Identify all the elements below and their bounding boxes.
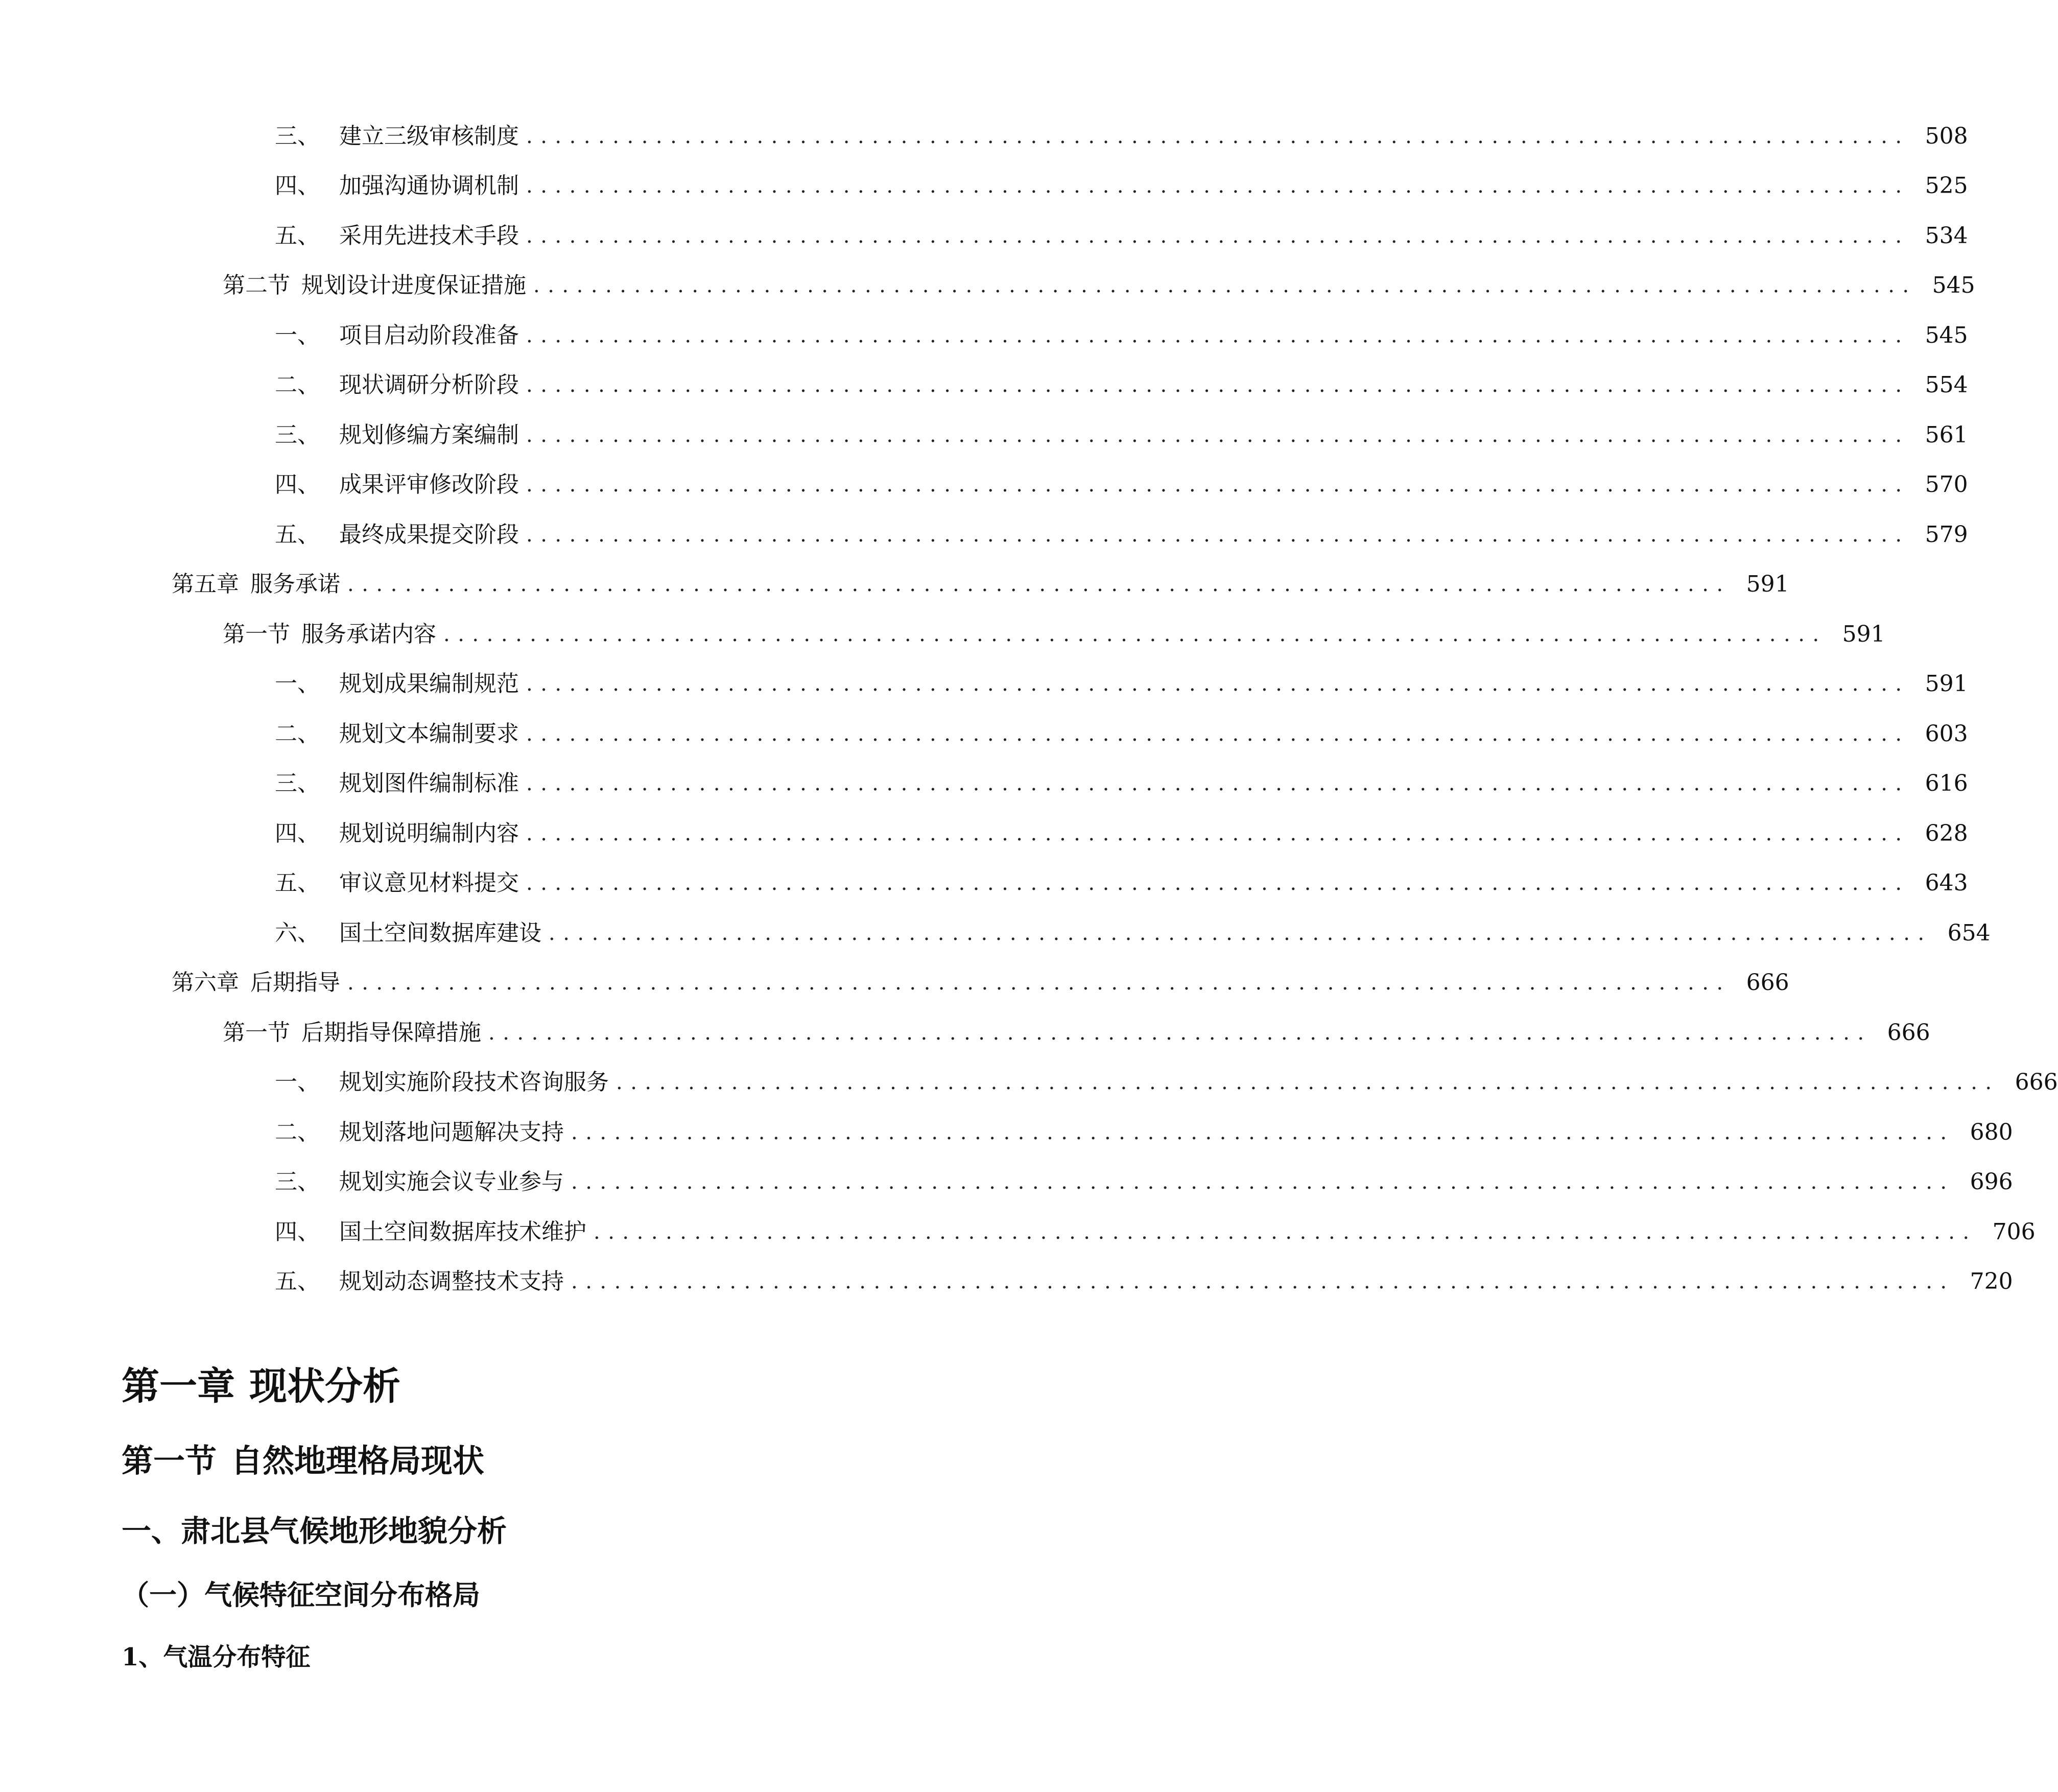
toc-leader-dots: ................................................................................................ bbox=[549, 921, 1932, 945]
toc-entry-title: 规划动态调整技术支持 bbox=[339, 1268, 564, 1295]
toc-entry-number: 三、 bbox=[275, 1169, 320, 1195]
toc-leader-dots: ................................................................................................ bbox=[526, 821, 1910, 845]
toc-entry-label bbox=[275, 222, 519, 249]
toc-entry-label bbox=[275, 521, 519, 548]
toc-entry-page: 591 bbox=[1746, 571, 1789, 598]
toc-entry-label bbox=[275, 1171, 564, 1193]
toc-entry-number: 二、 bbox=[275, 372, 320, 398]
toc-entry-number: 三、 bbox=[275, 123, 320, 149]
toc-entry-page: 561 bbox=[1925, 421, 1968, 448]
toc-entry-label bbox=[275, 822, 519, 845]
toc-entry-page: 545 bbox=[1925, 322, 1968, 348]
toc-leader-dots: ................................................................................................ bbox=[526, 523, 1910, 547]
toc-entry-title: 服务承诺内容 bbox=[301, 621, 436, 647]
toc-entry[interactable] bbox=[0, 560, 1789, 610]
toc-entry[interactable] bbox=[0, 709, 1968, 759]
toc-leader-dots: ................................................................................................ bbox=[616, 1071, 2000, 1095]
toc-entry-page: 720 bbox=[1970, 1268, 2013, 1295]
toc-entry[interactable] bbox=[0, 859, 1968, 909]
toc-entry-label bbox=[223, 274, 526, 297]
toc-entry-label bbox=[223, 1019, 481, 1046]
toc-entry-page: 603 bbox=[1925, 720, 1968, 747]
toc-entry-label bbox=[172, 972, 340, 994]
toc-entry-title: 规划说明编制内容 bbox=[339, 820, 519, 846]
subsection-heading: 一、肃北县气候地形地貌分析 bbox=[122, 1514, 507, 1548]
toc-entry[interactable] bbox=[0, 609, 1885, 659]
toc-entry-label bbox=[275, 919, 541, 946]
toc-entry-number: 四、 bbox=[275, 820, 320, 846]
toc-entry-page: 628 bbox=[1925, 820, 1968, 846]
toc-entry-number: 四、 bbox=[275, 1218, 320, 1245]
toc-entry-label bbox=[275, 673, 519, 695]
toc-entry-label bbox=[275, 720, 519, 747]
toc-entry-label bbox=[275, 421, 519, 448]
toc-entry-page: 666 bbox=[1746, 970, 1789, 996]
toc-entry-number: 五、 bbox=[275, 1268, 320, 1295]
toc-entry[interactable] bbox=[0, 510, 1968, 560]
toc-entry-number: 三、 bbox=[275, 421, 320, 448]
toc-entry-number: 四、 bbox=[275, 173, 320, 199]
toc-leader-dots: ................................................................................................ bbox=[533, 274, 1917, 298]
chapter-number: 第一章 bbox=[122, 1364, 235, 1408]
toc-entry-title: 服务承诺 bbox=[250, 571, 340, 598]
toc-entry-title: 最终成果提交阶段 bbox=[339, 521, 519, 548]
subsubsection-heading: （一）气候特征空间分布格局 bbox=[122, 1578, 480, 1611]
toc-entry-page: 570 bbox=[1925, 471, 1968, 498]
toc-entry[interactable] bbox=[0, 1107, 2013, 1158]
toc-entry[interactable] bbox=[0, 809, 1968, 859]
toc-entry-page: 508 bbox=[1925, 123, 1968, 149]
toc-entry-number: 第五章 bbox=[172, 571, 239, 598]
toc-entry-page: 591 bbox=[1842, 621, 1885, 647]
toc-entry[interactable] bbox=[0, 361, 1968, 411]
toc-entry-number: 二、 bbox=[275, 720, 320, 747]
toc-leader-dots: ................................................................................................ bbox=[571, 1170, 1955, 1194]
toc-entry-number: 五、 bbox=[275, 222, 320, 249]
toc-entry-title: 规划落地问题解决支持 bbox=[339, 1119, 564, 1145]
toc-entry-page: 654 bbox=[1947, 919, 1991, 946]
toc-entry-label bbox=[275, 1121, 564, 1144]
toc-entry-label bbox=[172, 573, 340, 596]
toc-entry-title: 成果评审修改阶段 bbox=[339, 471, 519, 498]
table-of-contents bbox=[0, 111, 2058, 1307]
toc-leader-dots: ................................................................................................ bbox=[526, 124, 1910, 148]
toc-leader-dots: ................................................................................................ bbox=[571, 1120, 1955, 1144]
toc-entry-page: 706 bbox=[1992, 1218, 2036, 1245]
toc-entry-title: 规划成果编制规范 bbox=[339, 671, 519, 697]
toc-leader-dots: ................................................................................................ bbox=[571, 1270, 1955, 1294]
toc-entry[interactable] bbox=[0, 211, 1968, 261]
toc-leader-dots: ................................................................................................ bbox=[526, 871, 1910, 895]
toc-entry-label bbox=[275, 374, 519, 396]
toc-entry-title: 规划图件编制标准 bbox=[339, 770, 519, 797]
toc-leader-dots: ................................................................................................ bbox=[526, 473, 1910, 497]
toc-entry-label bbox=[223, 623, 436, 646]
toc-entry-title: 规划设计进度保证措施 bbox=[301, 272, 526, 299]
toc-leader-dots: ................................................................................................ bbox=[526, 672, 1910, 696]
toc-leader-dots: ................................................................................................ bbox=[526, 373, 1910, 397]
toc-entry-number: 一、 bbox=[275, 671, 320, 697]
toc-entry-title: 国土空间数据库建设 bbox=[339, 919, 541, 946]
toc-entry-page: 666 bbox=[2015, 1069, 2058, 1096]
toc-entry-title: 规划文本编制要求 bbox=[339, 720, 519, 747]
toc-leader-dots: ................................................................................................ bbox=[488, 1021, 1872, 1045]
chapter-heading bbox=[122, 1356, 400, 1410]
toc-entry-title: 采用先进技术手段 bbox=[339, 222, 519, 249]
toc-entry[interactable] bbox=[0, 161, 1968, 211]
toc-leader-dots: ................................................................................................ bbox=[526, 224, 1910, 248]
toc-entry-page: 643 bbox=[1925, 870, 1968, 897]
section-number: 第一节 bbox=[122, 1442, 217, 1479]
toc-entry-number: 四、 bbox=[275, 471, 320, 498]
toc-entry-number: 二、 bbox=[275, 1119, 320, 1145]
toc-entry-label bbox=[275, 125, 519, 148]
toc-entry-title: 后期指导保障措施 bbox=[301, 1019, 481, 1046]
toc-leader-dots: ................................................................................................ bbox=[526, 323, 1910, 347]
toc-entry-number: 一、 bbox=[275, 322, 320, 348]
section-title: 自然地理格局现状 bbox=[231, 1442, 485, 1479]
toc-entry[interactable] bbox=[0, 1008, 1930, 1058]
toc-entry-title: 规划实施会议专业参与 bbox=[339, 1169, 564, 1195]
toc-leader-dots: ................................................................................................ bbox=[526, 772, 1910, 796]
toc-leader-dots: ................................................................................................ bbox=[526, 174, 1910, 198]
toc-entry-title: 加强沟通协调机制 bbox=[339, 173, 519, 199]
toc-entry-number: 第六章 bbox=[172, 970, 239, 996]
toc-entry[interactable] bbox=[0, 759, 1968, 809]
toc-leader-dots: ................................................................................................ bbox=[526, 423, 1910, 447]
toc-entry-label bbox=[275, 175, 519, 197]
toc-entry[interactable] bbox=[0, 1158, 2013, 1208]
section-heading bbox=[122, 1435, 484, 1481]
toc-entry-page: 545 bbox=[1932, 272, 1975, 299]
toc-entry-label bbox=[275, 1071, 609, 1094]
toc-entry[interactable] bbox=[0, 659, 1968, 710]
toc-entry-number: 六、 bbox=[275, 919, 320, 946]
toc-entry[interactable] bbox=[0, 908, 1991, 958]
toc-entry[interactable] bbox=[0, 410, 1968, 460]
item-heading: 1、气温分布特征 bbox=[122, 1643, 311, 1671]
toc-entry-title: 项目启动阶段准备 bbox=[339, 322, 519, 348]
toc-leader-dots: ................................................................................................ bbox=[443, 622, 1827, 646]
toc-entry-title: 规划修编方案编制 bbox=[339, 421, 519, 448]
toc-entry-title: 审议意见材料提交 bbox=[339, 870, 519, 897]
toc-entry-label bbox=[275, 772, 519, 795]
toc-entry-number: 第二节 bbox=[223, 272, 290, 299]
toc-entry-title: 现状调研分析阶段 bbox=[339, 372, 519, 398]
toc-entry[interactable] bbox=[0, 311, 1968, 361]
toc-entry[interactable] bbox=[0, 958, 1789, 1008]
toc-entry-number: 一、 bbox=[275, 1069, 320, 1096]
toc-entry[interactable] bbox=[0, 1058, 2058, 1108]
toc-entry-number: 五、 bbox=[275, 521, 320, 548]
toc-entry-page: 616 bbox=[1925, 770, 1968, 797]
toc-entry-number: 第一节 bbox=[223, 621, 290, 647]
toc-leader-dots: ................................................................................................ bbox=[347, 573, 1731, 597]
toc-entry-label bbox=[275, 870, 519, 897]
toc-leader-dots: ................................................................................................ bbox=[347, 971, 1731, 995]
toc-entry-number: 三、 bbox=[275, 770, 320, 797]
toc-entry-page: 680 bbox=[1970, 1119, 2013, 1145]
toc-entry-page: 554 bbox=[1925, 372, 1968, 398]
toc-entry-page: 534 bbox=[1925, 222, 1968, 249]
toc-entry-number: 第一节 bbox=[223, 1019, 290, 1046]
toc-entry-page: 591 bbox=[1925, 671, 1968, 697]
toc-entry-title: 建立三级审核制度 bbox=[339, 123, 519, 149]
toc-entry[interactable] bbox=[0, 1257, 2013, 1307]
toc-entry-label bbox=[275, 324, 519, 347]
toc-entry-number: 五、 bbox=[275, 870, 320, 897]
toc-entry[interactable] bbox=[0, 460, 1968, 510]
toc-entry-title: 国土空间数据库技术维护 bbox=[339, 1218, 586, 1245]
toc-entry[interactable] bbox=[0, 111, 1968, 161]
toc-entry-label bbox=[275, 1218, 586, 1245]
toc-leader-dots: ................................................................................................ bbox=[594, 1220, 1977, 1244]
chapter-title: 现状分析 bbox=[249, 1364, 400, 1408]
toc-entry-title: 规划实施阶段技术咨询服务 bbox=[339, 1069, 609, 1096]
toc-entry-title: 后期指导 bbox=[250, 970, 340, 996]
toc-entry-page: 525 bbox=[1925, 173, 1968, 199]
toc-entry-page: 579 bbox=[1925, 521, 1968, 548]
toc-entry[interactable] bbox=[0, 261, 1975, 311]
toc-leader-dots: ................................................................................................ bbox=[526, 722, 1910, 746]
toc-entry-label bbox=[275, 1270, 564, 1293]
toc-entry[interactable] bbox=[0, 1207, 2036, 1257]
toc-entry-label bbox=[275, 471, 519, 498]
toc-entry-page: 696 bbox=[1970, 1169, 2013, 1195]
toc-entry-page: 666 bbox=[1887, 1019, 1930, 1046]
